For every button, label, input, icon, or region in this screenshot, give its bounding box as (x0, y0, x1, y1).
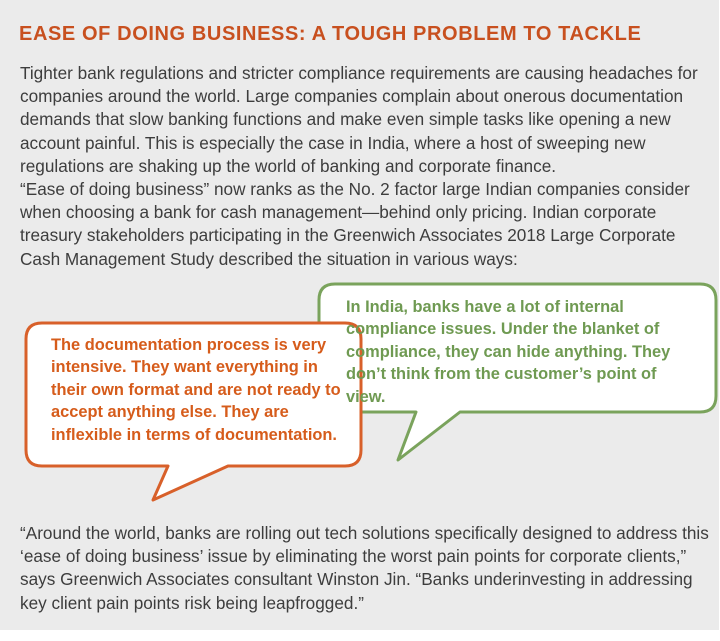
intro-paragraph: Tighter bank regulations and stricter compliance requirements are causing headaches for companies around the world. Large companies complain about onerous documentation demands that slow banking functions and make even simple tasks like opening a new account painful. This is especially the case in India, where a host of sweeping new regulations are shaking up the world of banking and corporate finance. (20, 63, 698, 176)
left-quote-text: The documentation process is very intensive. They want everything in their own format and are not ready to accept anything else. They are inflexible in terms of documentation. (51, 336, 341, 444)
right-quote-text: In India, banks have a lot of internal compliance issues. Under the blanket of compliance, they can hide anything. They don’t think from the customer’s point of view. (346, 298, 671, 406)
panel-title: EASE OF DOING BUSINESS: A TOUGH PROBLEM TO TACKLE (19, 23, 642, 45)
context-paragraph: “Ease of doing business” now ranks as the No. 2 factor large Indian companies consider when choosing a bank for cash management—behind only pricing. Indian corporate treasury stakeholders participating in the Greenwich Associates 2018 Large Corporate Cash Management Study described the situation in various ways: (20, 179, 690, 269)
closing-paragraph: “Around the world, banks are rolling out tech solutions specifically designed to address this ‘ease of doing business’ issue by eliminating the worst pain points for corporate clients,” says Greenwich Associates consultant Winston Jin. “Banks underinvesting in addressing key client pain points risk being leapfrogged.” (20, 523, 709, 613)
